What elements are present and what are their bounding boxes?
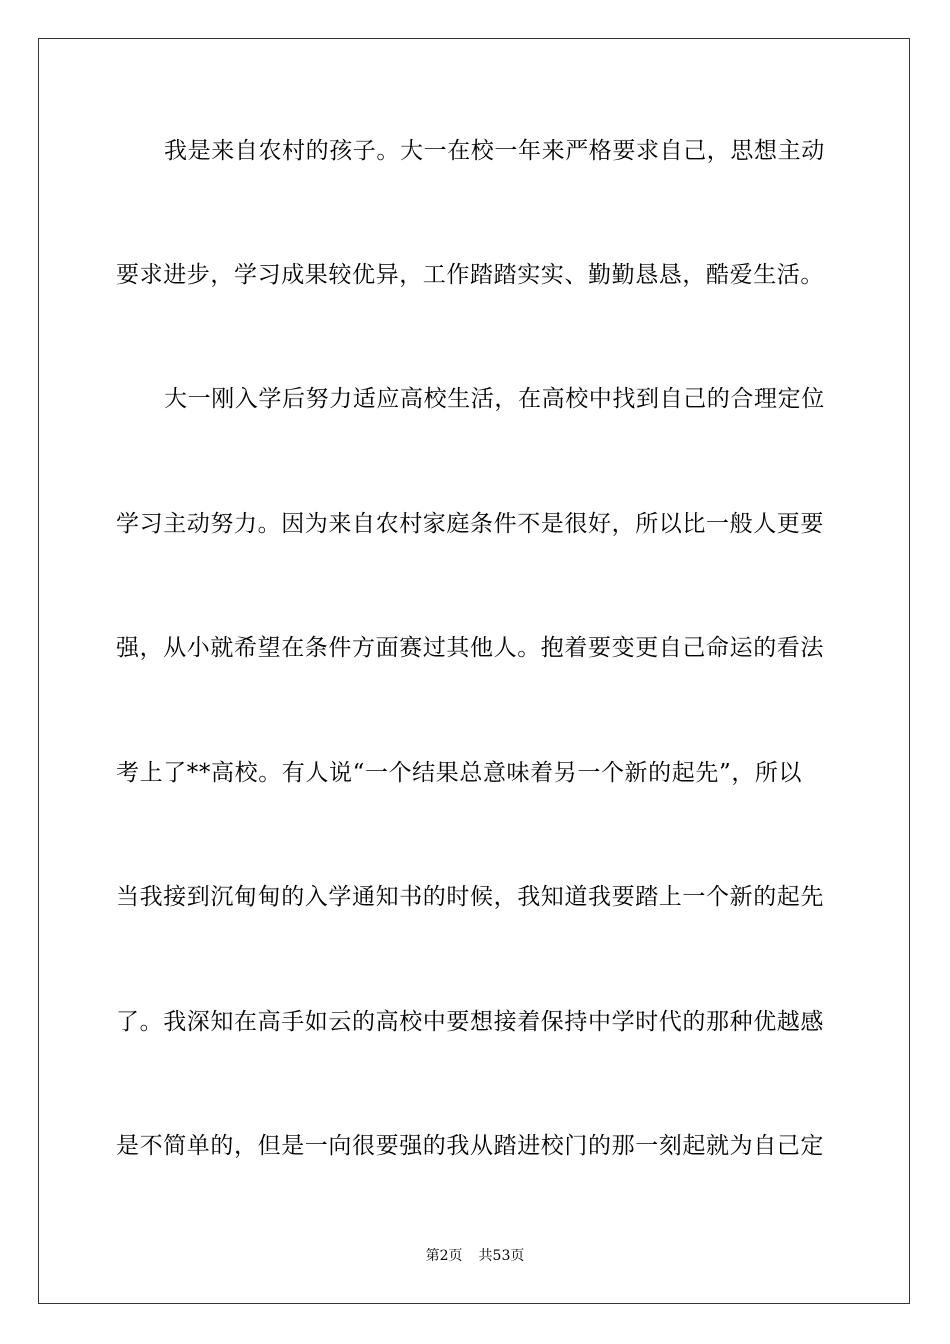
paragraph-line: 了。我深知在高手如云的高校中要想接着保持中学时代的那种优越感 [116, 1009, 824, 1035]
paragraph-line: 考上了**高校。有人说“一个结果总意味着另一个新的起先”，所以 [116, 760, 803, 786]
page-total: 共53页 [478, 1248, 525, 1264]
paragraph-line: 我是来自农村的孩子。大一在校一年来严格要求自己，思想主动 [164, 138, 825, 164]
page-number: 第2页 [425, 1248, 463, 1264]
page-footer [0, 1247, 950, 1265]
paragraph-line: 是不简单的，但是一向很要强的我从踏进校门的那一刻起就为自己定 [116, 1133, 824, 1159]
page-border [38, 38, 910, 1304]
paragraph-line: 学习主动努力。因为来自农村家庭条件不是很好，所以比一般人更要 [116, 511, 824, 537]
paragraph-line: 要求进步，学习成果较优异，工作踏踏实实、勤勤恳恳，酷爱生活。 [116, 262, 824, 288]
paragraph-line: 大一刚入学后努力适应高校生活，在高校中找到自己的合理定位 [164, 386, 825, 412]
paragraph-line: 强，从小就希望在条件方面赛过其他人。抱着要变更自己命运的看法 [116, 635, 824, 661]
paragraph-line: 当我接到沉甸甸的入学通知书的时候，我知道我要踏上一个新的起先 [116, 884, 824, 910]
